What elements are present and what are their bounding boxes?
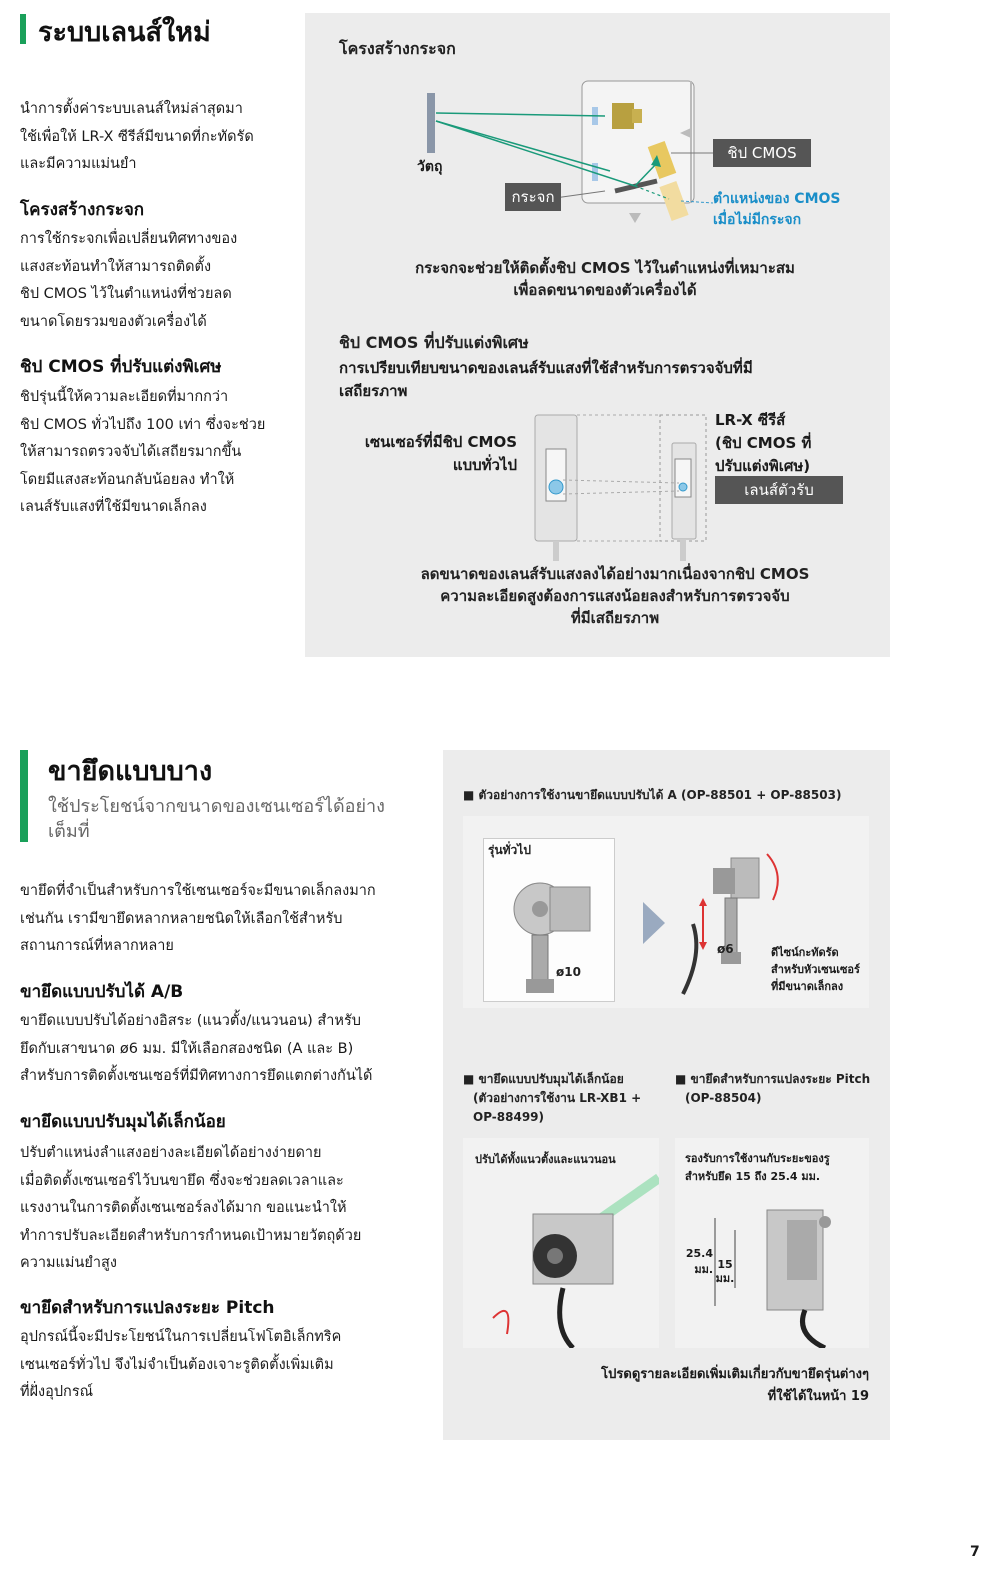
section1-intro: นำการตั้งค่าระบบเลนส์ใหม่ล่าสุดมา ใช้เพื่อให้ LR-X ซีรีส์มีขนาดที่กะทัดรัด และมีความแม่นยำ [20,101,254,172]
emitter [612,103,634,129]
mirror-structure-panel [305,13,890,657]
cap-pitch: ■ ขายึดสำหรับการแปลงระยะ Pitch (OP-88504) [675,1072,871,1105]
bracket-angle-heading: ขายึดแบบปรับมุมได้เล็กน้อย [20,1112,226,1132]
section1-accent-bar [20,14,26,44]
general-sensor-lens [549,480,563,494]
bracket-ab-heading: ขายึดแบบปรับได้ A/B [20,982,184,1002]
angle-note: ปรับได้ทั้งแนวตั้งและแนวนอน [475,1153,616,1166]
label-lrx: LR-X ซีรีส์ (ชิป CMOS ที่ ปรับแต่งพิเศษ) [715,411,812,475]
cmos-heading: ชิป CMOS ที่ปรับแต่งพิเศษ [20,357,222,377]
panel1-title: โครงสร้างกระจก [339,39,456,58]
dim-15: 15 มม. [715,1258,735,1285]
page-number: 7 [970,1544,980,1560]
arrow-right-icon [639,898,669,948]
panel1-title2: ชิป CMOS ที่ปรับแต่งพิเศษ [339,333,529,352]
panel1-subtitle2: การเปรียบเทียบขนาดของเลนส์รับแสงที่ใช้สำหรับการตรวจจับที่มี เสถียรภาพ [339,359,753,400]
section2-intro: ขายึดที่จำเป็นสำหรับการใช้เซนเซอร์จะมีขนาดเล็กลงมาก เช่นกัน เรามีขายึดหลากหลายชนิดให้เลือกใช้สำหรับ สถานการณ์ที่หลากหลาย [20,883,376,954]
generic-model-box [483,838,615,1002]
pitch-bracket-photo [675,1138,869,1348]
label-dia6: ø6 [717,942,734,956]
cmos-caption: ลดขนาดของเลนส์รับแสงลงได้อย่างมากเนื่องจากชิป CMOS ความละเอียดสูงต้องการแสงน้อยลงสำหรับการตรวจจับ ที่มีเสถียรภาพ [420,565,810,627]
label-mirror: กระจก [505,183,561,211]
mirror-text: การใช้กระจกเพื่อเปลี่ยนทิศทางของ แสงสะท้อนทำให้สามารถติดตั้ง ชิป CMOS ไว้ในตำแหน่งที่ช่วยลด ขนาดโดยรวมของตัวเครื่องได้ [20,231,238,330]
angle-bracket-photo [463,1138,659,1348]
bracket-ab-text: ขายึดแบบปรับได้อย่างอิสระ (แนวตั้ง/แนวนอน) สำหรับ ยึดกับเสาขนาด ø6 มม. มีให้เลือกสองชนิด (A และ B) สำหรับการติดตั้งเซนเซอร์ที่มีทิศทางการยึดแตกต่างกันได้ [20,1013,373,1084]
more-details-note: โปรดดูรายละเอียดเพิ่มเติมเกี่ยวกับขายึดรุ่นต่างๆ ที่ใช้ได้ในหน้า 19 [601,1367,869,1404]
section1-title: ระบบเลนส์ใหม่ [38,17,211,48]
bracket-a-photo [463,816,869,1008]
brackets-panel [443,750,890,1440]
bracket-pitch-heading: ขายึดสำหรับการแปลงระยะ Pitch [20,1298,275,1318]
cmos-text: ชิปรุ่นนี้ให้ความละเอียดที่มากกว่า ชิป CMOS ทั่วไปถึง 100 เท่า ซึ่งจะช่วย ให้สามารถตรวจจับได้เสถียรมากขึ้น โดยมีแสงสะท้อนกลับน้อยลง ทำให้ เลนส์รับแสงที่ใช้มีขนาดเล็กลง [20,389,266,515]
mirror-heading: โครงสร้างกระจก [20,200,145,220]
bracket-angle-text: ปรับตำแหน่งลำแสงอย่างละเอียดได้อย่างง่ายดาย เมื่อติดตั้งเซนเซอร์ไว้บนขายึด ซึ่งจะช่วยลดเวลาและ แรงงานในการติดตั้งเซนเซอร์ลงได้มาก ขอแนะนำให้ ทำการปรับละเอียดสำหรับการกำหนดเป้าหมายวัตถุด้วย ความแม่นยำสูง [20,1145,362,1271]
target-object [427,93,435,153]
bracket-pitch-text: อุปกรณ์นี้จะมีประโยชน์ในการเปลี่ยนโฟโตอิเล็กทริค เซนเซอร์ทั่วไป จึงไม่จำเป็นต้องเจาะรูติดตั้งเพิ่มเติม ที่ฝั่งอุปกรณ์ [20,1329,342,1400]
label-cmos: ชิป CMOS [713,139,811,167]
lrx-sensor-lens [679,483,687,491]
label-general-sensor: เซนเซอร์ที่มีชิป CMOS แบบทั่วไป [364,433,517,474]
label-lens: เลนส์ตัวรับ [715,476,843,504]
label-cmos-pos: ตำแหน่งของ CMOS เมื่อไม่มีกระจก [713,191,841,228]
cap-angle: ■ ขายึดแบบปรับมุมได้เล็กน้อย (ตัวอย่างการใช้งาน LR-XB1 + OP-88499) [463,1072,642,1124]
mirror-caption: กระจกจะช่วยให้ติดตั้งชิป CMOS ไว้ในตำแหน่งที่เหมาะสม เพื่อลดขนาดของตัวเครื่องได้ [415,259,795,299]
section2-subtitle: ใช้ประโยชน์จากขนาดของเซนเซอร์ได้อย่าง เต็มที่ [48,796,385,842]
label-target: วัตถุ [417,159,443,175]
cap-top: ■ ตัวอย่างการใช้งานขายึดแบบปรับได้ A (OP-88501 + OP-88503) [463,788,842,802]
compact-note: ดีไซน์กะทัดรัด สำหรับหัวเซนเซอร์ ที่มีขนาดเล็กลง [771,946,860,993]
label-dia10: ø10 [556,965,581,979]
section2-accent-bar [20,750,28,842]
mirror-diagram [305,73,890,273]
label-generic: รุ่นทั่วไป [488,843,531,857]
pitch-note: รองรับการใช้งานกับระยะของรู สำหรับยึด 15 ถึง 25.4 มม. [685,1152,830,1183]
section2-title: ขายึดแบบบาง [48,756,213,787]
dim-254: 25.4 มม. [685,1247,713,1276]
